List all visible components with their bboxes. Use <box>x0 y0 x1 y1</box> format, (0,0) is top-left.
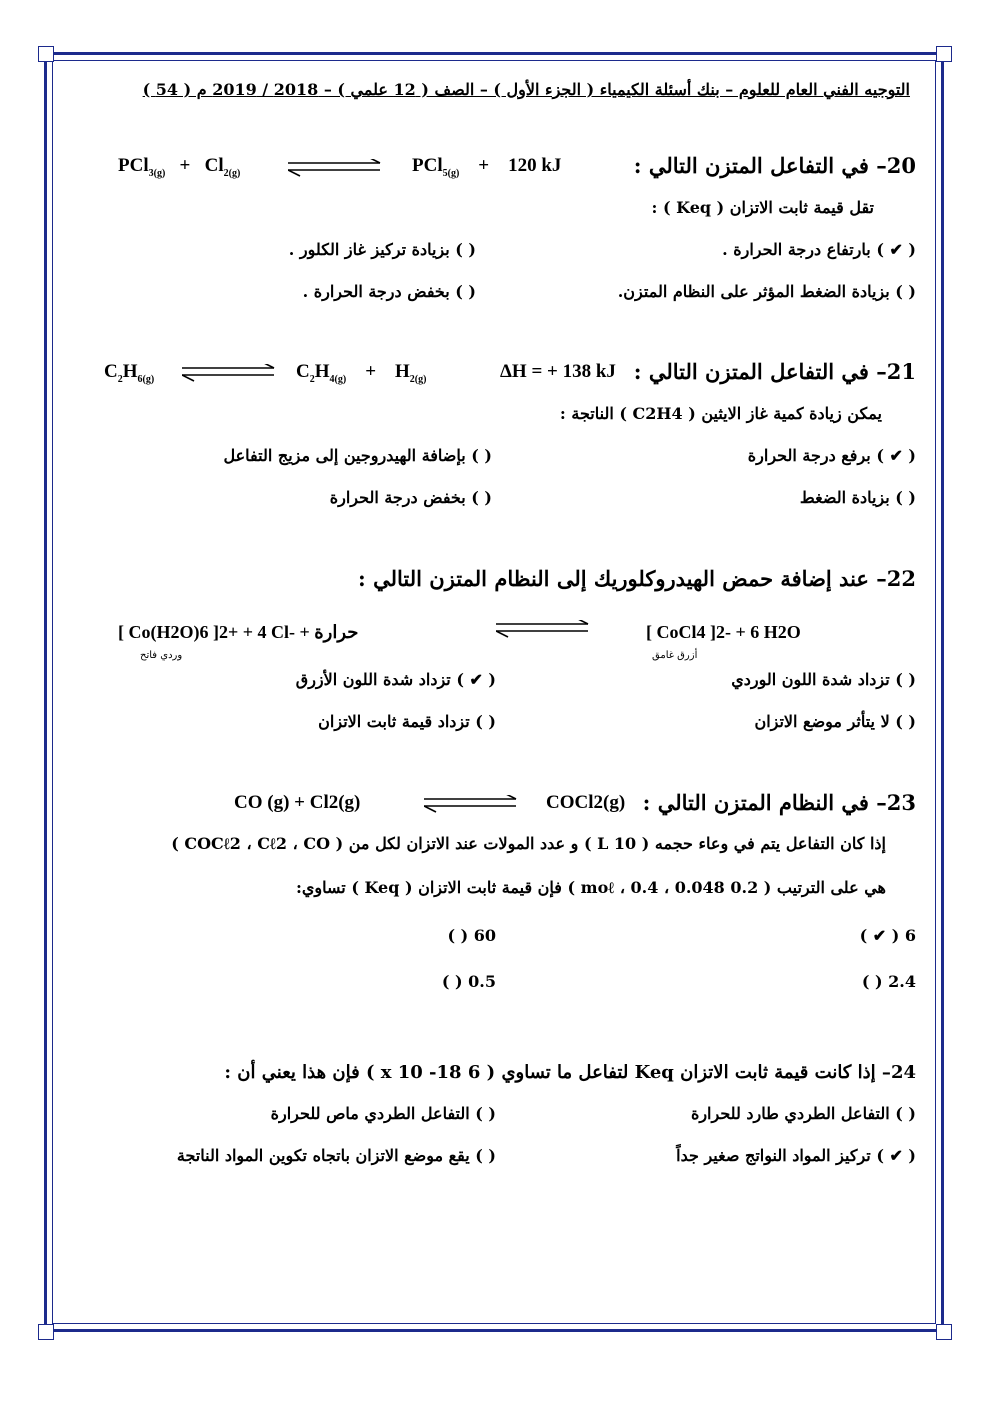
corner-ornament <box>936 46 952 62</box>
q23-line2: إذا كان التفاعل يتم في وعاء حجمه ( 10 L ) و عدد المولات عند الاتزان لكل من ( COCℓ2 ، Cℓ2 ، CO ) <box>171 834 886 853</box>
q23-equation-right: COCl2(g) <box>546 792 626 813</box>
q24-option-b[interactable]: ( ) التفاعل الطردي ماص للحرارة <box>270 1104 496 1123</box>
q20-equation-right: PCl$_{5(g)}$ + 120 kJ <box>412 155 562 179</box>
q24-stem: 24– إذا كانت قيمة ثابت الاتزان Keq لتفاعل ما تساوي ( 6 x 10 -18 ) فإن هذا يعني أن : <box>224 1062 916 1083</box>
equilibrium-arrow-icon <box>288 159 384 179</box>
q22-option-d[interactable]: ( ) تزداد قيمة ثابت الاتزان <box>318 712 496 731</box>
q22-option-a[interactable]: ( ) تزداد شدة اللون الوردي <box>731 670 916 689</box>
q20-option-b[interactable]: ( ) بزيادة تركيز غاز الكلور . <box>288 240 476 259</box>
q21-equation-left: $C_2H_{6(g)}$ <box>104 361 155 385</box>
q21-enthalpy: ΔH = + 138 kJ <box>500 361 616 382</box>
equilibrium-arrow-icon <box>424 795 520 815</box>
corner-ornament <box>38 1324 54 1340</box>
q23-equation-left: CO (g) + Cl2(g) <box>234 792 361 813</box>
q20-option-a[interactable]: ( ✔ ) بارتفاع درجة الحرارة . <box>722 240 916 259</box>
q21-equation-right: $C_2H_{4(g)}$ + $H_{2(g)}$ <box>296 361 427 385</box>
equilibrium-arrow-icon <box>182 364 278 384</box>
q22-equation-left: [ Co(H2O)6 ]2+ + 4 Cl- + حرارة <box>118 622 359 642</box>
q22-equation-right: [ CoCl4 ]2- + 6 H2O <box>646 622 801 642</box>
q21-option-a[interactable]: ( ✔ ) برفع درجة الحرارة <box>747 446 916 465</box>
page-header: التوجيه الفني العام للعلوم – بنك أسئلة الكيمياء ( الجزء الأول ) – الصف ( 12 علمي ) – 2018 / 2019 م ( 54 ) <box>142 80 910 99</box>
q21-option-c[interactable]: ( ) بزيادة الضغط <box>799 488 916 507</box>
q23-line3: هي على الترتيب ( 0.2 moℓ ، 0.4 ، 0.048 ) فإن قيمة ثابت الاتزان ( Keq ) تساوي: <box>296 878 886 897</box>
q20-option-c[interactable]: ( ) بزيادة الضغط المؤثر على النظام المتزن. <box>617 282 916 301</box>
q20-stem: 20– في التفاعل المتزن التالي : <box>633 153 916 178</box>
corner-ornament <box>38 46 54 62</box>
q23-option-b[interactable]: ( ) 60 <box>447 926 496 945</box>
q21-question: يمكن زيادة كمية غاز الايثين ( C2H4 ) الناتجة : <box>559 404 882 423</box>
q20-question: تقل قيمة ثابت الاتزان ( Keq ) : <box>651 198 874 217</box>
q22-option-b[interactable]: ( ✔ ) تزداد شدة اللون الأزرق <box>295 670 496 689</box>
q22-label-blue: أزرق غامق <box>652 650 698 661</box>
q23-option-d[interactable]: ( ) 0.5 <box>441 972 496 991</box>
q22-label-pink: وردي فاتح <box>140 650 183 661</box>
q23-option-c[interactable]: ( ) 2.4 <box>861 972 916 991</box>
corner-ornament <box>936 1324 952 1340</box>
q21-option-d[interactable]: ( ) بخفض درجة الحرارة <box>329 488 492 507</box>
q21-option-b[interactable]: ( ) بإضافة الهيدروجين إلى مزيج التفاعل <box>223 446 492 465</box>
q22-option-c[interactable]: ( ) لا يتأثر موضع الاتزان <box>754 712 916 731</box>
q22-stem: 22– عند إضافة حمض الهيدروكلوريك إلى النظام المتزن التالي : <box>358 566 916 591</box>
q24-option-c[interactable]: ( ✔ ) تركيز المواد النواتج صغير جداً <box>676 1146 916 1165</box>
q20-option-d[interactable]: ( ) بخفض درجة الحرارة . <box>302 282 476 301</box>
equilibrium-arrow-icon <box>496 620 592 640</box>
q24-option-d[interactable]: ( ) يقع موضع الاتزان باتجاه تكوين المواد الناتجة <box>176 1146 496 1165</box>
q21-stem: 21– في التفاعل المتزن التالي : <box>633 359 916 384</box>
q24-option-a[interactable]: ( ) التفاعل الطردي طارد للحرارة <box>690 1104 916 1123</box>
q23-stem: 23– في النظام المتزن التالي : <box>642 790 916 815</box>
q20-equation-left: PCl$_{3(g)}$ + $Cl_{2(g)}$ <box>118 155 241 179</box>
q23-option-a[interactable]: ( ✔ ) 6 <box>859 926 916 945</box>
